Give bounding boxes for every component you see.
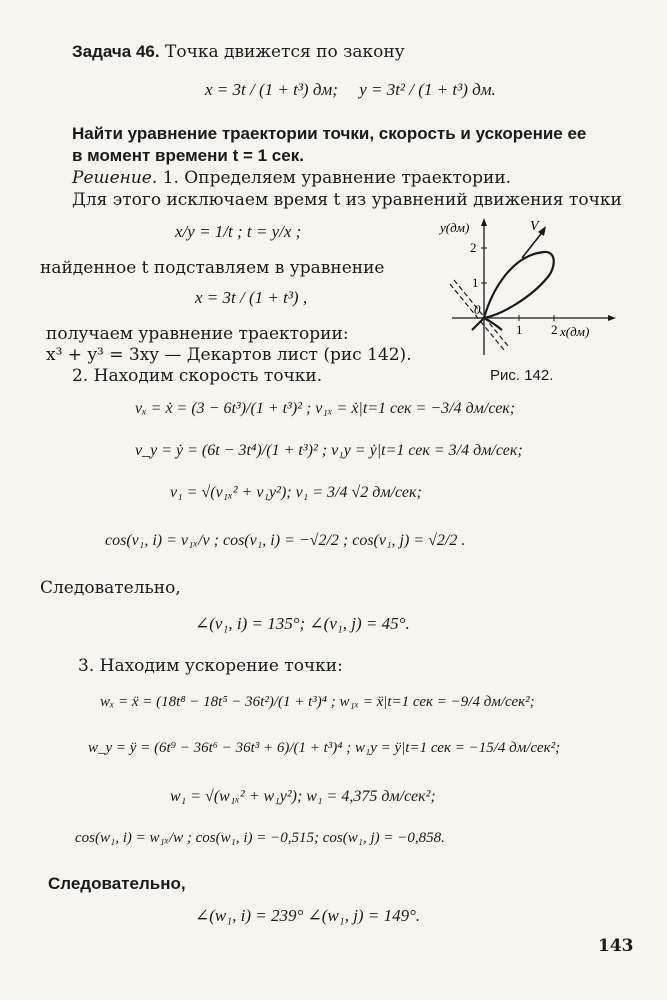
x-axis-label: x(дм): [560, 324, 590, 339]
velocity-cosines: cos(v₁, i) = v₁ₓ/v ; cos(v₁, i) = −√2/2 ; cos(v₁, j) = √2/2 .: [105, 532, 466, 549]
problem-header: [72, 42, 405, 62]
get-trajectory-text: получаем уравнение траектории:: [46, 324, 349, 344]
y-axis-arrow-icon: [481, 218, 487, 226]
velocity-angles: ∠(v₁, i) = 135°; ∠(v₁, j) = 45°.: [195, 614, 410, 633]
solution-step1-line: [72, 168, 511, 188]
origin-label: 0: [474, 302, 481, 317]
tick-y2-label: 2: [470, 240, 477, 255]
therefore-2: Следовательно,: [48, 874, 186, 893]
solution-heading: Решение.: [72, 168, 158, 188]
solution-step2: 2. Находим скорость точки.: [72, 366, 323, 386]
folium-figure: [432, 210, 622, 360]
solution-step1: 1. Определяем уравнение траектории.: [162, 168, 512, 188]
tick-y1-label: 1: [472, 275, 479, 290]
equation-y: y = 3t² / (1 + t³) дм.: [359, 80, 496, 99]
acceleration-angles: ∠(w₁, i) = 239° ∠(w₁, j) = 149°.: [195, 906, 421, 925]
tick-x1-label: 1: [516, 322, 523, 337]
velocity-arrow-icon: [538, 226, 546, 236]
problem-title: Задача 46.: [72, 42, 160, 61]
task-line-1: Найти уравнение траектории точки, скорость и ускорение ее: [72, 124, 587, 143]
page-number: 143: [598, 936, 634, 956]
problem-intro: Точка движется по закону: [165, 42, 405, 62]
figure-caption: Рис. 142.: [490, 367, 554, 384]
trajectory-equation: x³ + y³ = 3xy — Декартов лист (рис 142).: [46, 345, 412, 365]
velocity-magnitude: v₁ = √(v₁ₓ² + v₁y²); v₁ = 3/4 √2 дм/сек;: [170, 484, 422, 501]
therefore-1: Следовательно,: [40, 578, 181, 598]
velocity-label: V: [530, 219, 539, 234]
asymptote-line: [450, 284, 504, 350]
y-axis-label: y(дм): [440, 220, 470, 235]
velocity-x: vₓ = ẋ = (3 − 6t³)/(1 + t³)² ; v₁ₓ = ẋ|t=1 сек = −3/4 дм/сек;: [135, 400, 516, 417]
tick-x2-label: 2: [551, 322, 558, 337]
ratio-equation: x/y = 1/t ; t = y/x ;: [175, 222, 302, 241]
velocity-y: v_y = ẏ = (6t − 3t⁴)/(1 + t³)² ; v₁y = ẏ|t=1 сек = 3/4 дм/сек;: [135, 442, 523, 459]
acceleration-magnitude: w₁ = √(w₁ₓ² + w₁y²); w₁ = 4,375 дм/сек²;: [170, 788, 436, 805]
solution-step3: 3. Находим ускорение точки:: [78, 656, 343, 676]
x-equation: x = 3t / (1 + t³) ,: [195, 288, 308, 307]
exclude-time-text: Для этого исключаем время t из уравнений движения точки: [72, 190, 622, 210]
acceleration-cosines: cos(w₁, i) = w₁ₓ/w ; cos(w₁, i) = −0,515; cos(w₁, j) = −0,858.: [75, 830, 445, 846]
acceleration-x: wₓ = ẍ = (18t⁸ − 18t⁵ − 36t²)/(1 + t³)⁴ ; w₁ₓ = ẍ|t=1 сек = −9/4 дм/сек²;: [100, 694, 535, 710]
equation-x: x = 3t / (1 + t³) дм;: [205, 80, 338, 99]
acceleration-y: w_y = ÿ = (6t⁹ − 36t⁶ − 36t³ + 6)/(1 + t³)⁴ ; w₁y = ÿ|t=1 сек = −15/4 дм/сек²;: [88, 740, 561, 756]
x-axis-arrow-icon: [608, 315, 616, 321]
motion-equations: [205, 80, 496, 100]
substitute-text: найденное t подставляем в уравнение: [40, 258, 385, 278]
task-line-2: в момент времени t = 1 сек.: [72, 146, 304, 165]
